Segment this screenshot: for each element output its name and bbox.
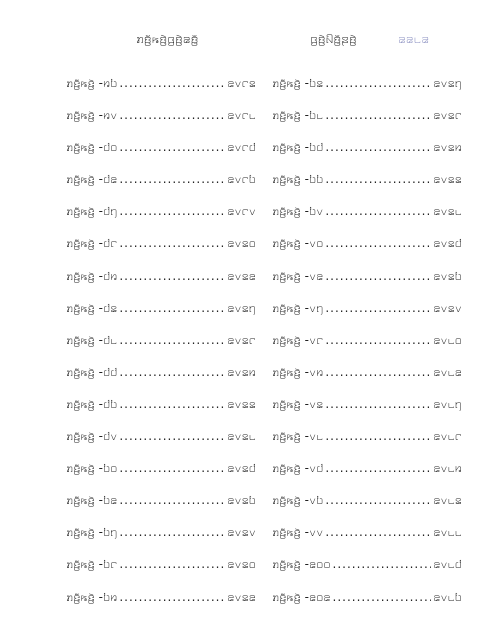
toc-entry [66, 493, 256, 525]
toc-entry-page: ꤁꤂꤃꤈ [227, 429, 256, 444]
dot-leader [119, 397, 225, 411]
toc-entry-label: ꤊꤢꤪ꤬ꤒꤢꤧ꤬ -꤇꤃ [66, 300, 118, 315]
toc-left-column [66, 76, 256, 622]
toc-entry [66, 140, 256, 172]
dot-leader [325, 493, 431, 507]
dot-leader [119, 429, 225, 443]
dot-leader [119, 108, 225, 122]
toc-entry-page: ꤁꤂꤈꤈ [433, 525, 462, 540]
dot-leader [325, 429, 431, 443]
toc-entry [66, 525, 256, 557]
toc-entry [272, 493, 462, 525]
toc-entry-label: ꤊꤢꤪ꤬ꤒꤢꤧ꤬ -꤂꤆ [272, 364, 324, 379]
toc-entry-page: ꤁꤂꤈꤇ [433, 557, 462, 572]
toc-entry-page: ꤁꤂꤃꤃ [433, 172, 462, 187]
toc-entry-label: ꤊꤢꤪ꤬ꤒꤢꤧ꤬ -꤉꤆ [66, 589, 118, 604]
toc-entry-label: ꤊꤢꤪ꤬ꤒꤢꤧ꤬ -꤇꤄ [66, 204, 118, 219]
toc-entry-page: ꤁꤂꤃꤁ [227, 268, 256, 283]
dot-leader [325, 365, 431, 379]
dot-leader [325, 236, 431, 250]
page-header [0, 32, 494, 56]
dot-leader [119, 493, 225, 507]
dot-leader [325, 397, 431, 411]
toc-entry-page: ꤁꤂꤃꤆ [227, 364, 256, 379]
dot-leader [119, 76, 225, 90]
section-title: ꤞꤢꤧ꤬ꤡꤢꤪ꤭ꤔꤢꤧ꤬ [310, 32, 357, 47]
toc-entry-label: ꤊꤢꤪ꤬ꤒꤢꤧ꤬ -꤂꤁ [272, 268, 324, 283]
toc-entry [66, 172, 256, 204]
book-title: ꤊꤢꤪ꤬ꤒꤢꤧ꤬ꤞꤢꤧ꤬ꤘꤢꤪ꤭ [136, 32, 199, 47]
toc-entry-label: ꤊꤢꤪ꤬ꤒꤢꤧ꤬ -꤇꤈ [66, 332, 118, 347]
dot-leader [119, 236, 225, 250]
toc-entry-label: ꤊꤢꤪ꤬ꤒꤢꤧ꤬ -꤇꤂ [66, 429, 118, 444]
toc-entry-page: ꤁꤂꤈꤃ [433, 493, 462, 508]
toc-entry [66, 236, 256, 268]
toc-entry-page: ꤁꤂꤅꤈ [227, 108, 256, 123]
toc-entry-page: ꤁꤂꤅꤃ [227, 76, 256, 90]
dot-leader [325, 333, 431, 347]
toc-entry [272, 397, 462, 429]
toc-entry-page: ꤁꤂꤃꤄ [227, 300, 256, 315]
toc-entry [272, 140, 462, 172]
toc-entry-label: ꤊꤢꤪ꤬ꤒꤢꤧ꤬ -꤉꤇ [272, 140, 324, 155]
toc-entry [66, 397, 256, 429]
toc-entry-label: ꤊꤢꤪ꤬ꤒꤢꤧ꤬ -꤇꤇ [66, 364, 118, 379]
dot-leader [119, 172, 225, 186]
toc-entry-label: ꤊꤢꤪ꤬ꤒꤢꤧ꤬ -꤂꤂ [272, 525, 324, 540]
dot-leader [325, 204, 431, 218]
toc-entry [272, 525, 462, 557]
toc-entry-label: ꤊꤢꤪ꤬ꤒꤢꤧ꤬ -꤂꤉ [272, 493, 324, 508]
toc-entry-page: ꤁꤂꤃꤅ [433, 108, 462, 123]
dot-leader [119, 461, 225, 475]
toc-entry-page: ꤁꤂꤃꤀ [227, 236, 256, 251]
toc-entry-page: ꤁꤂꤃꤉ [227, 493, 256, 508]
toc-entry [272, 301, 462, 333]
dot-leader [325, 525, 431, 539]
toc-entry [272, 172, 462, 204]
toc-entry-page: ꤁꤂꤈꤁ [433, 364, 462, 379]
dot-leader [325, 461, 431, 475]
toc-entry-label: ꤊꤢꤪ꤬ꤒꤢꤧ꤬ -꤉꤈ [272, 108, 324, 123]
toc-entry-label: ꤊꤢꤪ꤬ꤒꤢꤧ꤬ -꤉꤁ [66, 493, 118, 508]
dot-leader [325, 140, 431, 154]
toc-entry-page: ꤁꤂꤃꤃ [227, 396, 256, 411]
toc-entry-page: ꤁꤂꤃꤅ [227, 332, 256, 347]
toc-right-column [272, 76, 462, 622]
toc-entry-page: ꤁꤂꤃꤈ [433, 204, 462, 219]
toc-entry-label: ꤊꤢꤪ꤬ꤒꤢꤧ꤬ -꤁꤀꤀ [272, 557, 331, 572]
toc-entry-label: ꤊꤢꤪ꤬ꤒꤢꤧ꤬ -꤂꤅ [272, 332, 324, 347]
toc-entry [66, 204, 256, 236]
toc-entry-label: ꤊꤢꤪ꤬ꤒꤢꤧ꤬ -꤂꤀ [272, 236, 324, 251]
toc-entry [272, 108, 462, 140]
toc-entry-label: ꤊꤢꤪ꤬ꤒꤢꤧ꤬ -꤁꤀꤁ [272, 589, 331, 604]
toc-entry-label: ꤊꤢꤪ꤬ꤒꤢꤧ꤬ -꤇꤁ [66, 172, 118, 187]
dot-leader [333, 557, 432, 571]
toc-entry [272, 333, 462, 365]
toc-entry [272, 429, 462, 461]
toc-entry-label: ꤊꤢꤪ꤬ꤒꤢꤧ꤬ -꤂꤇ [272, 461, 324, 476]
dot-leader [119, 557, 225, 571]
dot-leader [119, 204, 225, 218]
toc-entry-label: ꤊꤢꤪ꤬ꤒꤢꤧ꤬ -꤂꤄ [272, 300, 324, 315]
toc-entry-label: ꤊꤢꤪ꤬ꤒꤢꤧ꤬ -꤇꤉ [66, 396, 118, 411]
dot-leader [119, 140, 225, 154]
toc-entry-label: ꤊꤢꤪ꤬ꤒꤢꤧ꤬ -꤆꤉ [66, 76, 118, 90]
toc-entry [272, 557, 462, 589]
dot-leader [119, 590, 225, 604]
toc-entry [66, 429, 256, 461]
toc-entry [66, 108, 256, 140]
toc-entry [66, 269, 256, 301]
toc-entry-page: ꤁꤂꤃꤆ [433, 140, 462, 155]
toc-entry-label: ꤊꤢꤪ꤬ꤒꤢꤧ꤬ -꤇꤅ [66, 236, 118, 251]
toc-entry-label: ꤊꤢꤪ꤬ꤒꤢꤧ꤬ -꤉꤃ [272, 76, 324, 90]
toc-entry-page: ꤁꤂꤃꤄ [433, 76, 462, 90]
toc-entry-page: ꤁꤂꤈꤄ [433, 396, 462, 411]
toc-entry [272, 590, 462, 622]
toc-entry-label: ꤊꤢꤪ꤬ꤒꤢꤧ꤬ -꤉꤅ [66, 557, 118, 572]
dot-leader [119, 269, 225, 283]
toc-entry [66, 461, 256, 493]
toc-entry-page: ꤁꤂꤃꤇ [433, 236, 462, 251]
toc-entry-label: ꤊꤢꤪ꤬ꤒꤢꤧ꤬ -꤇꤆ [66, 268, 118, 283]
toc-entry [66, 557, 256, 589]
toc-entry [66, 301, 256, 333]
dot-leader [325, 172, 431, 186]
toc-entry-page: ꤁꤂꤅꤇ [227, 140, 256, 155]
toc-entry [66, 76, 256, 108]
dot-leader [119, 525, 225, 539]
page-number: ꤁꤁꤈꤁ [398, 32, 430, 47]
toc-entry-page: ꤁꤂꤅꤂ [227, 204, 256, 219]
dot-leader [325, 76, 431, 90]
toc-entry-label: ꤊꤢꤪ꤬ꤒꤢꤧ꤬ -꤉꤄ [66, 525, 118, 540]
toc-entry-label: ꤊꤢꤪ꤬ꤒꤢꤧ꤬ -꤂꤈ [272, 429, 324, 444]
dot-leader [119, 365, 225, 379]
toc-entry-page: ꤁꤂꤈꤆ [433, 461, 462, 476]
toc-entry-page: ꤁꤂꤃꤉ [433, 268, 462, 283]
toc-entry-label: ꤊꤢꤪ꤬ꤒꤢꤧ꤬ -꤉꤀ [66, 461, 118, 476]
toc-entry [66, 365, 256, 397]
toc-entry [272, 365, 462, 397]
dot-leader [119, 333, 225, 347]
toc-entry [272, 461, 462, 493]
toc-entry [66, 333, 256, 365]
toc-entry-page: ꤁꤂꤈꤉ [433, 589, 462, 604]
dot-leader [333, 590, 432, 604]
toc-entry-label: ꤊꤢꤪ꤬ꤒꤢꤧ꤬ -꤉꤂ [272, 204, 324, 219]
toc-entry-page: ꤁꤂꤃꤇ [227, 461, 256, 476]
toc-entry-page: ꤁꤂꤃꤂ [227, 525, 256, 540]
toc-entry-page: ꤁꤂꤈꤅ [433, 429, 462, 444]
toc-entry-label: ꤊꤢꤪ꤬ꤒꤢꤧ꤬ -꤉꤉ [272, 172, 324, 187]
toc-entry [272, 204, 462, 236]
toc-entry-page: ꤁꤂꤅꤉ [227, 172, 256, 187]
dot-leader [325, 301, 431, 315]
toc-entry [272, 269, 462, 301]
toc-entry-page: ꤁꤂꤈꤀ [433, 332, 462, 347]
toc-entry-label: ꤊꤢꤪ꤬ꤒꤢꤧ꤬ -꤂꤃ [272, 396, 324, 411]
toc-entry [272, 236, 462, 268]
toc-entry [272, 76, 462, 108]
toc-entry-page: ꤁꤂꤃꤂ [433, 300, 462, 315]
dot-leader [325, 269, 431, 283]
dot-leader [325, 108, 431, 122]
toc-entry-page: ꤁꤂꤃꤁ [227, 589, 256, 604]
toc-entry-label: ꤊꤢꤪ꤬ꤒꤢꤧ꤬ -꤇꤀ [66, 140, 118, 155]
dot-leader [119, 301, 225, 315]
toc-entry [66, 590, 256, 622]
toc-entry-label: ꤊꤢꤪ꤬ꤒꤢꤧ꤬ -꤆꤂ [66, 108, 118, 123]
toc-entry-page: ꤁꤂꤃꤀ [227, 557, 256, 572]
